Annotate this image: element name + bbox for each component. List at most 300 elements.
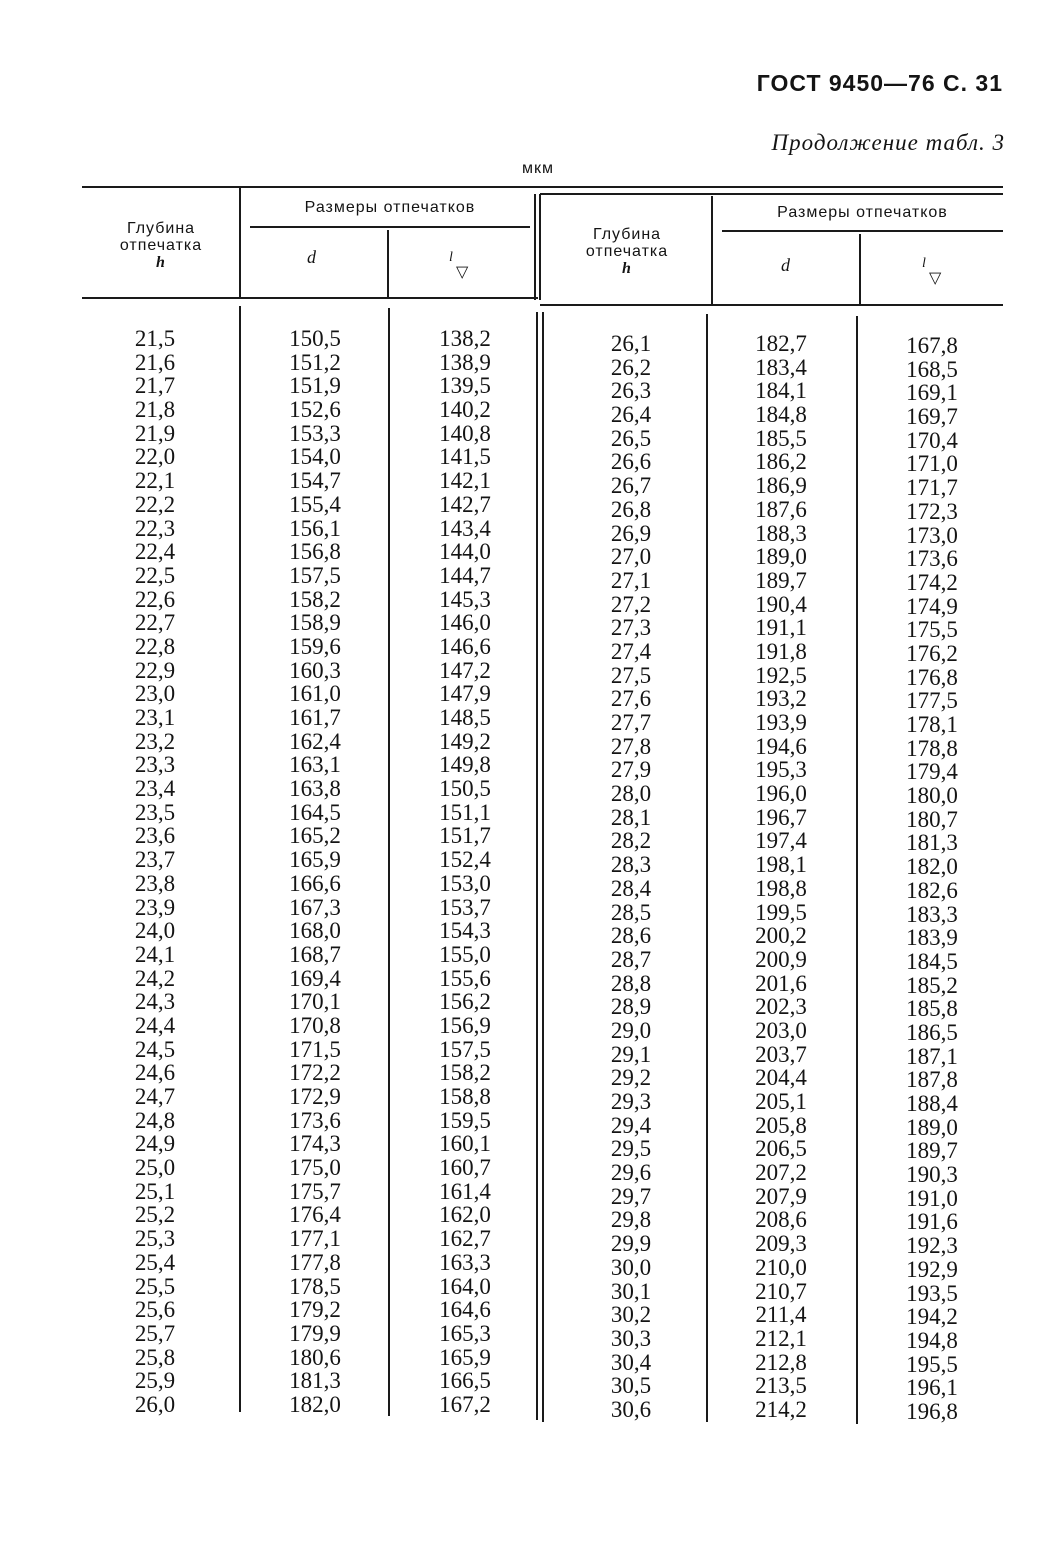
depth-cell: 26,1 bbox=[610, 331, 652, 356]
d-cell: 170,8 bbox=[289, 1012, 341, 1038]
l-cell: 159,5 bbox=[439, 1107, 491, 1133]
d-cell: 213,5 bbox=[755, 1373, 807, 1399]
l-cell: 161,4 bbox=[439, 1178, 491, 1204]
depth-cell: 24,1 bbox=[134, 941, 176, 967]
depth-cell: 22,0 bbox=[134, 444, 176, 470]
depth-cell: 24,9 bbox=[134, 1131, 176, 1157]
col-divider bbox=[859, 234, 861, 306]
l-cell: 194,2 bbox=[906, 1304, 958, 1330]
d-cell: 175,0 bbox=[289, 1155, 341, 1181]
sizes-subrule-left bbox=[250, 226, 530, 228]
d-cell: 195,3 bbox=[755, 757, 807, 783]
l-cell: 194,8 bbox=[906, 1327, 958, 1353]
col-divider bbox=[536, 312, 538, 1420]
d-cell: 194,6 bbox=[755, 733, 807, 759]
header-sizes-right: Размеры отпечатков bbox=[777, 204, 948, 221]
l-cell: 174,9 bbox=[906, 593, 958, 619]
l-cell: 187,8 bbox=[906, 1067, 958, 1093]
l-cell: 193,5 bbox=[906, 1280, 958, 1306]
header-depth-symbol: h bbox=[622, 260, 632, 277]
depth-cell: 27,8 bbox=[610, 733, 652, 759]
l-cell: 140,8 bbox=[439, 420, 491, 446]
d-cell: 159,6 bbox=[289, 633, 341, 659]
l-cell: 144,0 bbox=[439, 539, 491, 565]
d-cell: 183,4 bbox=[755, 354, 807, 380]
l-cell: 181,3 bbox=[906, 830, 958, 856]
depth-cell: 26,4 bbox=[610, 402, 652, 428]
l-cell: 169,7 bbox=[906, 404, 958, 430]
d-cell: 181,3 bbox=[289, 1368, 341, 1394]
depth-cell: 26,0 bbox=[134, 1391, 176, 1417]
l-cell: 192,9 bbox=[906, 1256, 958, 1282]
l-cell: 146,0 bbox=[439, 610, 491, 636]
depth-cell: 29,5 bbox=[610, 1136, 652, 1162]
d-cell: 169,4 bbox=[289, 965, 341, 991]
d-cell: 178,5 bbox=[289, 1273, 341, 1299]
depth-cell: 26,2 bbox=[610, 354, 652, 380]
l-cell: 168,5 bbox=[906, 356, 958, 382]
d-cell: 179,2 bbox=[289, 1297, 341, 1323]
column-d-right bbox=[738, 332, 824, 1422]
depth-cell: 26,6 bbox=[610, 449, 652, 475]
d-cell: 196,0 bbox=[755, 781, 807, 807]
d-cell: 182,7 bbox=[755, 331, 807, 356]
d-cell: 197,4 bbox=[755, 828, 807, 854]
depth-cell: 25,8 bbox=[134, 1344, 176, 1370]
depth-cell: 24,0 bbox=[134, 918, 176, 944]
l-cell: 149,8 bbox=[439, 752, 491, 778]
l-cell: 173,6 bbox=[906, 546, 958, 572]
d-cell: 158,9 bbox=[289, 610, 341, 636]
d-cell: 177,8 bbox=[289, 1249, 341, 1275]
l-cell: 177,5 bbox=[906, 688, 958, 714]
d-cell: 161,0 bbox=[289, 681, 341, 707]
d-cell: 200,2 bbox=[755, 923, 807, 949]
sizes-subrule-right bbox=[722, 230, 1003, 232]
header-depth-line2: отпечатка bbox=[119, 237, 203, 254]
d-cell: 155,4 bbox=[289, 491, 341, 517]
d-cell: 193,2 bbox=[755, 686, 807, 712]
depth-cell: 29,8 bbox=[610, 1207, 652, 1233]
l-cell: 175,5 bbox=[906, 617, 958, 643]
d-cell: 176,4 bbox=[289, 1202, 341, 1228]
d-cell: 161,7 bbox=[289, 705, 341, 730]
d-cell: 172,9 bbox=[289, 1084, 341, 1109]
d-cell: 167,3 bbox=[289, 894, 341, 920]
l-cell: 190,3 bbox=[906, 1162, 958, 1188]
l-cell: 192,3 bbox=[906, 1233, 958, 1259]
depth-cell: 28,8 bbox=[610, 970, 652, 996]
d-cell: 170,1 bbox=[289, 989, 341, 1015]
depth-cell: 29,0 bbox=[610, 1017, 652, 1043]
l-cell: 148,5 bbox=[439, 705, 491, 730]
depth-cell: 25,5 bbox=[134, 1273, 176, 1299]
d-cell: 200,9 bbox=[755, 946, 807, 972]
depth-cell: 22,6 bbox=[134, 586, 176, 612]
column-depth-left bbox=[112, 327, 198, 1417]
d-cell: 180,6 bbox=[289, 1344, 341, 1370]
depth-cell: 22,3 bbox=[134, 515, 176, 541]
depth-cell: 28,1 bbox=[610, 804, 652, 830]
depth-cell: 25,3 bbox=[134, 1226, 176, 1252]
unit-label: мкм bbox=[522, 160, 554, 177]
d-cell: 203,0 bbox=[755, 1017, 807, 1043]
depth-cell: 23,9 bbox=[134, 894, 176, 920]
d-cell: 196,7 bbox=[755, 804, 807, 830]
col-divider bbox=[239, 306, 241, 1412]
l-cell: 185,8 bbox=[906, 996, 958, 1022]
d-cell: 198,8 bbox=[755, 875, 807, 901]
l-cell: 178,8 bbox=[906, 735, 958, 761]
depth-cell: 25,1 bbox=[134, 1178, 176, 1204]
l-cell: 180,7 bbox=[906, 806, 958, 832]
d-cell: 184,1 bbox=[755, 378, 807, 404]
d-cell: 192,5 bbox=[755, 662, 807, 688]
l-cell: 158,8 bbox=[439, 1084, 491, 1109]
l-cell: 165,3 bbox=[439, 1320, 491, 1346]
l-cell: 145,3 bbox=[439, 586, 491, 612]
d-cell: 185,5 bbox=[755, 425, 807, 451]
l-cell: 158,2 bbox=[439, 1060, 491, 1086]
l-cell: 172,3 bbox=[906, 498, 958, 524]
l-cell: 196,8 bbox=[906, 1398, 958, 1424]
d-cell: 190,4 bbox=[755, 591, 807, 617]
depth-cell: 30,2 bbox=[610, 1302, 652, 1328]
l-cell: 153,7 bbox=[439, 894, 491, 920]
depth-cell: 23,1 bbox=[134, 705, 176, 730]
l-cell: 176,2 bbox=[906, 640, 958, 666]
depth-cell: 25,6 bbox=[134, 1297, 176, 1323]
depth-cell: 26,3 bbox=[610, 378, 652, 404]
depth-cell: 27,5 bbox=[610, 662, 652, 688]
depth-cell: 29,9 bbox=[610, 1231, 652, 1257]
depth-cell: 27,1 bbox=[610, 567, 652, 593]
l-cell: 183,3 bbox=[906, 901, 958, 927]
l-cell: 189,0 bbox=[906, 1114, 958, 1140]
d-cell: 212,1 bbox=[755, 1325, 807, 1351]
d-cell: 186,9 bbox=[755, 473, 807, 499]
l-cell: 195,5 bbox=[906, 1351, 958, 1377]
depth-cell: 26,5 bbox=[610, 425, 652, 451]
d-cell: 156,8 bbox=[289, 539, 341, 565]
depth-cell: 25,2 bbox=[134, 1202, 176, 1228]
d-cell: 179,9 bbox=[289, 1320, 341, 1346]
l-cell: 156,9 bbox=[439, 1012, 491, 1038]
depth-cell: 26,9 bbox=[610, 520, 652, 546]
header-d-left: d bbox=[307, 247, 316, 267]
d-cell: 158,2 bbox=[289, 586, 341, 612]
depth-cell: 23,3 bbox=[134, 752, 176, 778]
depth-cell: 27,0 bbox=[610, 544, 652, 570]
depth-cell: 23,4 bbox=[134, 776, 176, 802]
depth-cell: 28,7 bbox=[610, 946, 652, 972]
d-cell: 162,4 bbox=[289, 728, 341, 754]
depth-cell: 28,3 bbox=[610, 852, 652, 878]
depth-cell: 24,6 bbox=[134, 1060, 176, 1086]
depth-cell: 24,7 bbox=[134, 1084, 176, 1109]
table-top-rule-right bbox=[540, 193, 1003, 195]
l-cell: 152,4 bbox=[439, 847, 491, 873]
d-cell: 168,0 bbox=[289, 918, 341, 944]
depth-cell: 22,1 bbox=[134, 468, 176, 494]
d-cell: 172,2 bbox=[289, 1060, 341, 1086]
header-depth-line1: Глубина bbox=[126, 220, 196, 237]
d-cell: 201,6 bbox=[755, 970, 807, 996]
l-cell: 188,4 bbox=[906, 1091, 958, 1116]
d-cell: 210,0 bbox=[755, 1254, 807, 1280]
d-cell: 206,5 bbox=[755, 1136, 807, 1162]
l-cell: 147,9 bbox=[439, 681, 491, 707]
l-cell: 162,0 bbox=[439, 1202, 491, 1228]
d-cell: 177,1 bbox=[289, 1226, 341, 1252]
d-cell: 171,5 bbox=[289, 1036, 341, 1062]
d-cell: 193,9 bbox=[755, 710, 807, 735]
l-cell: 140,2 bbox=[439, 397, 491, 423]
l-cell: 191,6 bbox=[906, 1209, 958, 1235]
l-cell: 138,2 bbox=[439, 326, 491, 351]
depth-cell: 25,4 bbox=[134, 1249, 176, 1275]
d-cell: 160,3 bbox=[289, 657, 341, 683]
l-cell: 155,0 bbox=[439, 941, 491, 967]
d-cell: 163,8 bbox=[289, 776, 341, 802]
depth-cell: 28,4 bbox=[610, 875, 652, 901]
depth-cell: 23,6 bbox=[134, 823, 176, 849]
depth-cell: 22,9 bbox=[134, 657, 176, 683]
d-cell: 154,0 bbox=[289, 444, 341, 470]
d-cell: 154,7 bbox=[289, 468, 341, 494]
depth-cell: 22,2 bbox=[134, 491, 176, 517]
d-cell: 151,2 bbox=[289, 349, 341, 375]
l-cell: 155,6 bbox=[439, 965, 491, 991]
header-sizes-left: Размеры отпечатков bbox=[304, 199, 476, 216]
l-cell: 147,2 bbox=[439, 657, 491, 683]
l-cell: 183,9 bbox=[906, 925, 958, 951]
depth-cell: 29,6 bbox=[610, 1160, 652, 1186]
l-cell: 173,0 bbox=[906, 522, 958, 548]
d-cell: 165,9 bbox=[289, 847, 341, 873]
l-cell: 143,4 bbox=[439, 515, 491, 541]
d-cell: 188,3 bbox=[755, 520, 807, 546]
col-divider bbox=[387, 230, 389, 298]
l-cell: 150,5 bbox=[439, 776, 491, 802]
depth-cell: 29,4 bbox=[610, 1112, 652, 1138]
depth-cell: 23,2 bbox=[134, 728, 176, 754]
depth-cell: 25,9 bbox=[134, 1368, 176, 1394]
d-cell: 209,3 bbox=[755, 1231, 807, 1257]
d-cell: 204,4 bbox=[755, 1065, 807, 1091]
l-cell: 167,2 bbox=[439, 1391, 491, 1417]
depth-cell: 28,6 bbox=[610, 923, 652, 949]
depth-cell: 30,4 bbox=[610, 1349, 652, 1375]
depth-cell: 22,4 bbox=[134, 539, 176, 565]
col-divider bbox=[856, 316, 858, 1424]
d-cell: 208,6 bbox=[755, 1207, 807, 1233]
depth-cell: 28,2 bbox=[610, 828, 652, 854]
depth-cell: 22,7 bbox=[134, 610, 176, 636]
depth-cell: 27,2 bbox=[610, 591, 652, 617]
header-depth-right bbox=[558, 226, 696, 277]
l-cell: 151,7 bbox=[439, 823, 491, 849]
l-cell: 169,1 bbox=[906, 380, 958, 406]
d-cell: 163,1 bbox=[289, 752, 341, 778]
depth-cell: 26,8 bbox=[610, 496, 652, 522]
depth-cell: 21,7 bbox=[134, 373, 176, 399]
l-cell: 163,3 bbox=[439, 1249, 491, 1275]
l-cell: 151,1 bbox=[439, 799, 491, 825]
page-header: ГОСТ 9450—76 С. 31 bbox=[756, 70, 1003, 96]
d-cell: 205,1 bbox=[755, 1089, 807, 1114]
header-depth-left bbox=[92, 220, 230, 271]
depth-cell: 29,3 bbox=[610, 1089, 652, 1114]
header-l-left: l bbox=[449, 250, 453, 265]
header-depth-line2: отпечатка bbox=[585, 243, 669, 260]
l-cell: 146,6 bbox=[439, 633, 491, 659]
d-cell: 150,5 bbox=[289, 326, 341, 351]
col-divider bbox=[706, 314, 708, 1422]
l-cell: 149,2 bbox=[439, 728, 491, 754]
depth-cell: 30,1 bbox=[610, 1278, 652, 1304]
depth-cell: 24,8 bbox=[134, 1107, 176, 1133]
depth-cell: 23,7 bbox=[134, 847, 176, 873]
l-cell: 138,9 bbox=[439, 349, 491, 375]
d-cell: 168,7 bbox=[289, 941, 341, 967]
l-cell: 160,1 bbox=[439, 1131, 491, 1157]
header-bottom-rule-right bbox=[540, 304, 1003, 306]
d-cell: 212,8 bbox=[755, 1349, 807, 1375]
l-cell: 180,0 bbox=[906, 783, 958, 809]
d-cell: 203,7 bbox=[755, 1041, 807, 1067]
depth-cell: 24,2 bbox=[134, 965, 176, 991]
depth-cell: 24,3 bbox=[134, 989, 176, 1015]
depth-cell: 23,5 bbox=[134, 799, 176, 825]
depth-cell: 22,8 bbox=[134, 633, 176, 659]
l-cell: 182,6 bbox=[906, 877, 958, 903]
l-cell: 160,7 bbox=[439, 1155, 491, 1181]
header-depth-line1: Глубина bbox=[592, 226, 662, 243]
l-cell: 179,4 bbox=[906, 759, 958, 785]
depth-cell: 24,5 bbox=[134, 1036, 176, 1062]
depth-cell: 23,0 bbox=[134, 681, 176, 707]
depth-cell: 27,4 bbox=[610, 638, 652, 664]
depth-cell: 29,2 bbox=[610, 1065, 652, 1091]
depth-cell: 25,7 bbox=[134, 1320, 176, 1346]
depth-cell: 30,6 bbox=[610, 1396, 652, 1422]
depth-cell: 21,5 bbox=[134, 326, 176, 351]
d-cell: 202,3 bbox=[755, 994, 807, 1020]
col-divider bbox=[539, 194, 541, 300]
d-cell: 184,8 bbox=[755, 402, 807, 428]
depth-cell: 21,9 bbox=[134, 420, 176, 446]
d-cell: 187,6 bbox=[755, 496, 807, 522]
l-cell: 196,1 bbox=[906, 1375, 958, 1401]
depth-cell: 25,0 bbox=[134, 1155, 176, 1181]
d-cell: 165,2 bbox=[289, 823, 341, 849]
depth-cell: 27,3 bbox=[610, 615, 652, 641]
l-cell: 142,7 bbox=[439, 491, 491, 517]
l-cell: 167,8 bbox=[906, 333, 958, 358]
column-l-left bbox=[422, 327, 508, 1417]
l-cell: 144,7 bbox=[439, 562, 491, 588]
depth-cell: 27,7 bbox=[610, 710, 652, 735]
depth-cell: 21,8 bbox=[134, 397, 176, 423]
triangle-icon: ▽ bbox=[456, 262, 469, 281]
depth-cell: 30,3 bbox=[610, 1325, 652, 1351]
column-depth-right bbox=[588, 332, 674, 1422]
l-cell: 174,2 bbox=[906, 569, 958, 595]
l-cell: 182,0 bbox=[906, 854, 958, 880]
l-cell: 139,5 bbox=[439, 373, 491, 399]
l-cell: 156,2 bbox=[439, 989, 491, 1015]
l-cell: 187,1 bbox=[906, 1043, 958, 1069]
d-cell: 182,0 bbox=[289, 1391, 341, 1417]
d-cell: 174,3 bbox=[289, 1131, 341, 1157]
l-cell: 154,3 bbox=[439, 918, 491, 944]
l-cell: 189,7 bbox=[906, 1138, 958, 1164]
l-cell: 184,5 bbox=[906, 948, 958, 974]
d-cell: 214,2 bbox=[755, 1396, 807, 1422]
col-divider bbox=[239, 188, 241, 298]
depth-cell: 21,6 bbox=[134, 349, 176, 375]
l-cell: 164,6 bbox=[439, 1297, 491, 1323]
d-cell: 173,6 bbox=[289, 1107, 341, 1133]
d-cell: 189,7 bbox=[755, 567, 807, 593]
l-cell: 142,1 bbox=[439, 468, 491, 494]
d-cell: 153,3 bbox=[289, 420, 341, 446]
d-cell: 156,1 bbox=[289, 515, 341, 541]
table-top-rule bbox=[82, 186, 1003, 188]
depth-cell: 28,0 bbox=[610, 781, 652, 807]
d-cell: 191,1 bbox=[755, 615, 807, 641]
l-cell: 191,0 bbox=[906, 1185, 958, 1211]
triangle-icon: ▽ bbox=[929, 268, 942, 287]
d-cell: 191,8 bbox=[755, 638, 807, 664]
d-cell: 210,7 bbox=[755, 1278, 807, 1304]
header-depth-symbol: h bbox=[156, 254, 166, 271]
d-cell: 189,0 bbox=[755, 544, 807, 570]
l-cell: 157,5 bbox=[439, 1036, 491, 1062]
depth-cell: 24,4 bbox=[134, 1012, 176, 1038]
d-cell: 207,9 bbox=[755, 1183, 807, 1209]
depth-cell: 28,5 bbox=[610, 899, 652, 925]
depth-cell: 23,8 bbox=[134, 870, 176, 896]
depth-cell: 28,9 bbox=[610, 994, 652, 1020]
l-cell: 170,4 bbox=[906, 427, 958, 453]
l-cell: 164,0 bbox=[439, 1273, 491, 1299]
l-cell: 171,0 bbox=[906, 451, 958, 477]
l-cell: 176,8 bbox=[906, 664, 958, 690]
d-cell: 186,2 bbox=[755, 449, 807, 475]
header-d-right: d bbox=[781, 255, 790, 275]
l-cell: 162,7 bbox=[439, 1226, 491, 1252]
l-cell: 141,5 bbox=[439, 444, 491, 470]
column-l-right bbox=[889, 334, 975, 1424]
column-d-left bbox=[272, 327, 358, 1417]
d-cell: 198,1 bbox=[755, 852, 807, 878]
d-cell: 151,9 bbox=[289, 373, 341, 399]
col-divider bbox=[711, 196, 713, 306]
l-cell: 178,1 bbox=[906, 712, 958, 737]
l-cell: 153,0 bbox=[439, 870, 491, 896]
l-cell: 166,5 bbox=[439, 1368, 491, 1394]
d-cell: 211,4 bbox=[755, 1302, 807, 1328]
header-bottom-rule-left bbox=[82, 297, 538, 299]
l-cell: 165,9 bbox=[439, 1344, 491, 1370]
depth-cell: 27,6 bbox=[610, 686, 652, 712]
depth-cell: 30,5 bbox=[610, 1373, 652, 1399]
l-cell: 186,5 bbox=[906, 1019, 958, 1045]
depth-cell: 29,7 bbox=[610, 1183, 652, 1209]
depth-cell: 26,7 bbox=[610, 473, 652, 499]
